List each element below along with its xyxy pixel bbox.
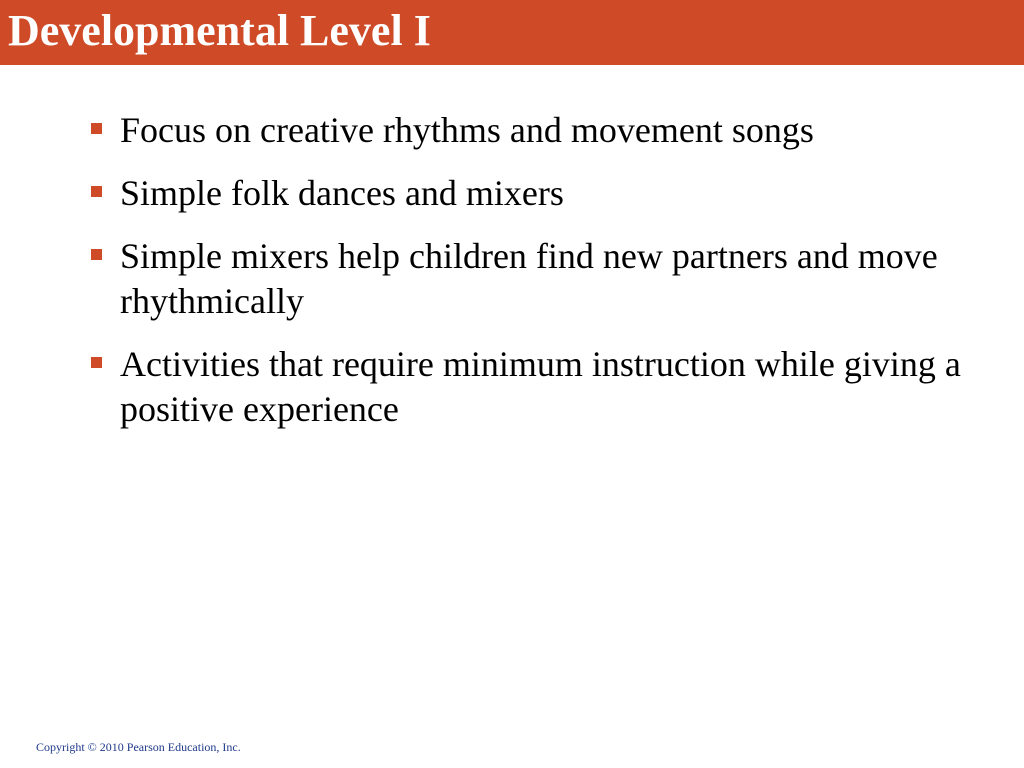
bullet-text: Simple mixers help children find new partners and move rhythmically [120,236,938,321]
bullet-text: Simple folk dances and mixers [120,173,564,213]
bullet-item [88,342,1008,432]
bullet-text: Focus on creative rhythms and movement songs [120,110,814,150]
square-bullet-icon [91,357,102,368]
square-bullet-icon [91,249,102,260]
square-bullet-icon [91,186,102,197]
bullet-item [88,108,1008,153]
bullet-item [88,171,1008,216]
bullet-item [88,234,1008,324]
square-bullet-icon [91,123,102,134]
slide-title: Developmental Level I [8,6,431,55]
copyright-footer: Copyright © 2010 Pearson Education, Inc. [36,740,241,754]
bullet-list [88,108,1008,450]
title-bar [0,0,1024,65]
bullet-text: Activities that require minimum instruction while giving a positive experience [120,344,961,429]
